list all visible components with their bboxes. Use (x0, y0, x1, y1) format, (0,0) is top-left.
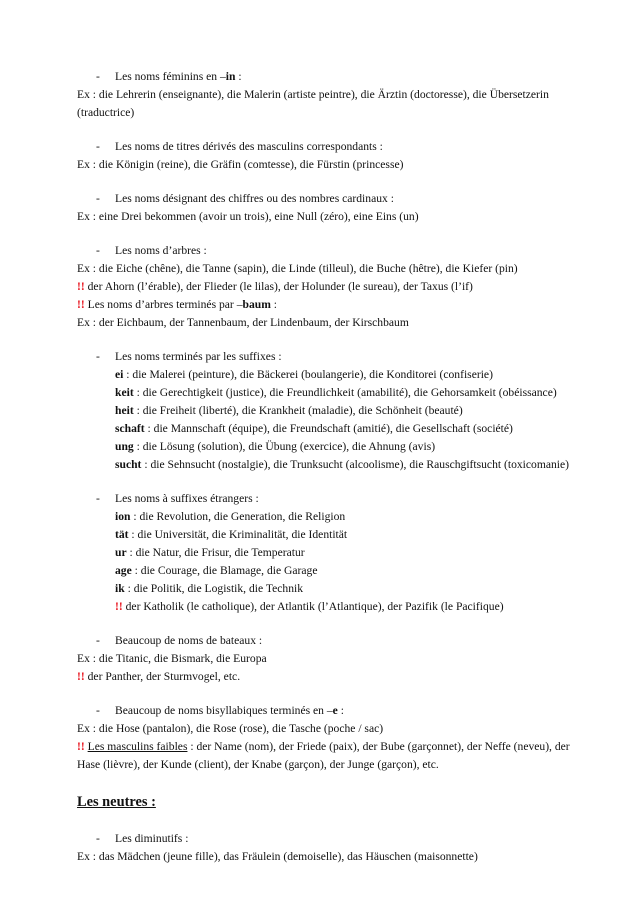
suffix-examples: : die Courage, die Blamage, die Garage (131, 564, 318, 577)
warning-mark: !! (77, 298, 85, 311)
bullet-dash: - (96, 704, 100, 717)
bullet-dash: - (96, 832, 100, 845)
colon: : (235, 70, 242, 83)
suffix-bold: ung (115, 440, 134, 453)
suffix-row (115, 508, 345, 526)
suffix-examples: : die Malerei (peinture), die Bäckerei (boulangerie), die Konditorei (confiserie) (123, 368, 493, 381)
suffix-bold: baum (242, 298, 271, 311)
suffix-row (115, 544, 305, 562)
suffix-examples: : die Universität, die Kriminalität, die Identität (128, 528, 348, 541)
bullet-numbers (96, 190, 394, 208)
bullet-bisyllabic (96, 702, 344, 720)
suffix-row (115, 384, 557, 402)
suffix-row (115, 526, 347, 544)
suffix-examples: : die Gerechtigkeit (justice), die Freundlichkeit (amabilité), die Gehorsamkeit (obéissance) (133, 386, 557, 399)
bullet-text: Les noms désignant des chiffres ou des nombres cardinaux : (115, 192, 394, 205)
suffix-row (115, 456, 569, 474)
suffix-bold: sucht (115, 458, 142, 471)
bullet-dash: - (96, 350, 100, 363)
suffix-row (115, 420, 513, 438)
bullet-feminine-in (96, 68, 242, 86)
suffix-bold: e (332, 704, 338, 717)
suffix-row (115, 580, 303, 598)
suffix-bold: heit (115, 404, 134, 417)
suffix-row (115, 438, 435, 456)
warning-line (77, 278, 473, 296)
bullet-diminutives (96, 830, 188, 848)
suffix-row (115, 402, 463, 420)
warning-mark: !! (115, 600, 123, 613)
bullet-text: Les noms d’arbres : (115, 244, 207, 257)
bullet-dash: - (96, 140, 100, 153)
warning-text: : der Name (nom), der Friede (paix), der Bube (garçonnet), der Neffe (neveu), der (187, 740, 570, 753)
suffix-row (115, 562, 318, 580)
suffix-bold: ik (115, 582, 125, 595)
suffix-row (115, 366, 493, 384)
bullet-dash: - (96, 70, 100, 83)
example-line: Ex : die Hose (pantalon), die Rose (rose), die Tasche (poche / sac) (77, 722, 384, 735)
suffix-examples: : die Mannschaft (équipe), die Freundschaft (amitié), die Gesellschaft (société) (144, 422, 513, 435)
suffix-bold: schaft (115, 422, 145, 435)
bullet-text: Les noms féminins en – (115, 70, 226, 83)
suffix-bold: keit (115, 386, 134, 399)
warning-line (115, 598, 504, 616)
suffix-bold: age (115, 564, 132, 577)
bullet-text: Beaucoup de noms bisyllabiques terminés en – (115, 704, 333, 717)
bullet-foreign-suffixes (96, 490, 259, 508)
bullet-text: Les diminutifs : (115, 832, 189, 845)
suffix-bold: ei (115, 368, 124, 381)
warning-text: der Ahorn (l’érable), der Flieder (le lilas), der Holunder (le sureau), der Taxus (l’if) (84, 280, 473, 293)
suffix-examples: : die Freiheit (liberté), die Krankheit (maladie), die Schönheit (beauté) (133, 404, 463, 417)
warning-text: der Panther, der Sturmvogel, etc. (84, 670, 241, 683)
warning-line-cont: Hase (lièvre), der Kunde (client), der Knabe (garçon), der Junge (garçon), etc. (77, 758, 439, 771)
colon: : (270, 298, 277, 311)
warning-line (77, 296, 277, 314)
example-line: Ex : der Eichbaum, der Tannenbaum, der Lindenbaum, der Kirschbaum (77, 316, 409, 329)
example-line: Ex : die Titanic, die Bismark, die Europa (77, 652, 267, 665)
warning-mark: !! (77, 280, 85, 293)
colon: : (337, 704, 344, 717)
bullet-boats (96, 632, 262, 650)
bullet-text: Les noms à suffixes étrangers : (115, 492, 259, 505)
example-line-cont: (traductrice) (77, 106, 135, 119)
suffix-bold: tät (115, 528, 129, 541)
warning-mark: !! (77, 740, 85, 753)
bullet-dash: - (96, 192, 100, 205)
bullet-text: Beaucoup de noms de bateaux : (115, 634, 263, 647)
bullet-titles (96, 138, 383, 156)
suffix-bold: ur (115, 546, 127, 559)
example-line: Ex : eine Drei bekommen (avoir un trois), eine Null (zéro), eine Eins (un) (77, 210, 419, 223)
suffix-examples: : die Politik, die Logistik, die Technik (124, 582, 304, 595)
suffix-examples: : die Revolution, die Generation, die Religion (130, 510, 346, 523)
bullet-dash: - (96, 634, 100, 647)
warning-line (77, 668, 240, 686)
warning-text: der Katholik (le catholique), der Atlantik (l’Atlantique), der Pazifik (le Pacifique) (122, 600, 504, 613)
suffix-examples: : die Sehnsucht (nostalgie), die Trunksucht (alcoolisme), die Rauschgiftsucht (toxicomanie) (141, 458, 570, 471)
example-line: Ex : die Eiche (chêne), die Tanne (sapin), die Linde (tilleul), die Buche (hêtre), die Kiefer (pin) (77, 262, 518, 275)
example-line: Ex : die Lehrerin (enseignante), die Malerin (artiste peintre), die Ärztin (doctoresse), die Übersetzerin (77, 88, 549, 101)
example-line: Ex : die Königin (reine), die Gräfin (comtesse), die Fürstin (princesse) (77, 158, 404, 171)
suffix-bold: ion (115, 510, 131, 523)
warning-line (77, 738, 570, 756)
bullet-suffixes (96, 348, 282, 366)
bullet-text: Les noms terminés par les suffixes : (115, 350, 282, 363)
weak-masculines-label: Les masculins faibles (87, 740, 188, 753)
warning-mark: !! (77, 670, 85, 683)
section-title-neutres: Les neutres : (77, 794, 156, 810)
bullet-trees (96, 242, 207, 260)
suffix-examples: : die Natur, die Frisur, die Temperatur (126, 546, 305, 559)
bullet-dash: - (96, 244, 100, 257)
warning-text: Les noms d’arbres terminés par – (84, 298, 243, 311)
bullet-text: Les noms de titres dérivés des masculins correspondants : (115, 140, 383, 153)
suffix-bold: in (225, 70, 236, 83)
example-line: Ex : das Mädchen (jeune fille), das Fräulein (demoiselle), das Häuschen (maisonnette) (77, 850, 478, 863)
bullet-dash: - (96, 492, 100, 505)
suffix-examples: : die Lösung (solution), die Übung (exercice), die Ahnung (avis) (133, 440, 436, 453)
